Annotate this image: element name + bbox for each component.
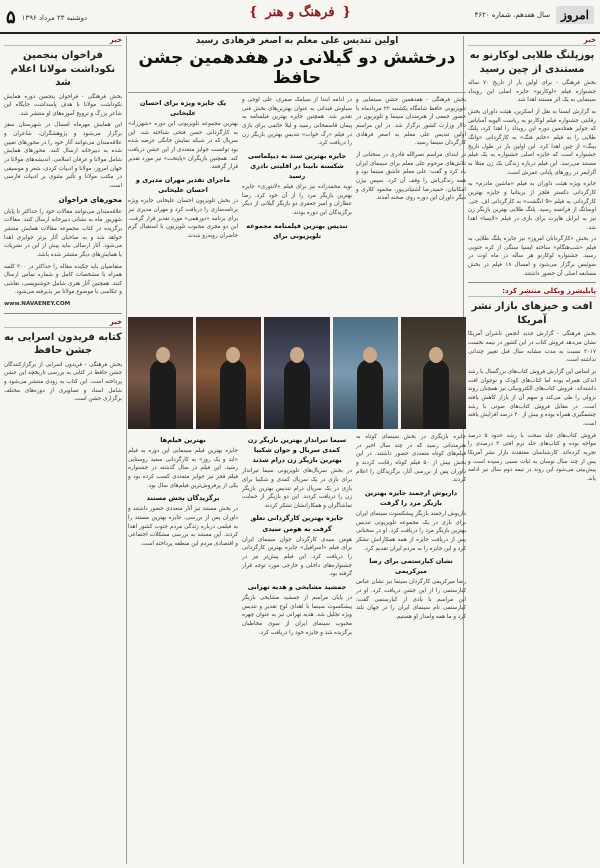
kicker: خبر [4,318,122,328]
photo [196,317,261,429]
main-lower-columns [128,433,466,864]
kicker: پابلیشرز ویکلی منتشر کرد: [468,287,596,297]
article-body: بخش فرهنگی - گزارش جدید انجمن ناشران آمریکا نشان می‌دهد فروش کتاب در این کشور در نیمه نخست ۲۰۱۷ نسبت به مدت مشابه سال قبل تغییر چندانی نداشته است. بر اساس این گزارش فروش کتاب‌های بزرگسال با رشد اندکی همراه بوده اما کتاب‌های کودک و نوجوان افت داشته‌اند. فروش کتاب‌های الکترونیکی نیز همچنان روند نزولی را طی می‌کند و سهم آن از بازار کاهش یافته است. در مقابل فروش کتاب‌های صوتی با رشد چشمگیری همراه بوده و بیش از ۲۰ درصد افزایش یافته است. فروش کتاب‌های جلد سخت با رشد حدود ۵ درصد مواجه بوده و کتاب‌های جلد نرم افتی ۲ درصدی را تجربه کرده‌اند. کارشناسان معتقدند بازار نشر آمریکا پس از چند سال نوسان به ثبات نسبی رسیده است و پیش‌بینی می‌شود این روند در نیمه دوم سال نیز ادامه یابد. [468,331,596,482]
article-body: بخش فرهنگی - فراخوان پنجمین دوره همایش نکوداشت مولانا با هدف پاسداشت جایگاه این شاعر بزرگ و ترویج آموزه‌های او منتشر شد. این همایش مهرماه امسال در شهرستان سقز برگزار می‌شود و پژوهشگران، شاعران و علاقه‌مندان می‌توانند آثار خود را در محورهای تعیین شده به دبیرخانه ارسال کنند. محورهای همایش شامل مولانا و عرفان اسلامی، اندیشه‌های مولانا در جهان امروز، مولانا و ادبیات کردی، شعر و موسیقی در مکتب مولانا و تأثیر مثنوی بر ادبیات فارسی است. محورهای فراخوان علاقه‌مندان می‌توانند مقالات خود را حداکثر تا پایان شهریور ماه به نشانی دبیرخانه ارسال کنند. مقالات برگزیده در کتاب مجموعه مقالات همایش منتشر خواهد شد و به صاحبان آثار برتر جوایزی اهدا می‌شود. آثار ارسالی نباید پیش از این در نشریات یا همایش‌های دیگر منتشر شده باشد. متقاضیان باید چکیده مقاله را حداکثر در ۳۰۰ کلمه همراه با مشخصات کامل و شماره تماس ارسال کنند. همچنین آثار هنری شامل خوشنویسی، نقاشی و عکاسی با موضوع مولانا نیز پذیرفته می‌شود. www.NAVAENEY.COM [4,93,122,308]
page-header [0,0,600,34]
main-col-3: یک جایزه ویژه برای احسان علیخانی بهترین مجموعه تلویزیونی این دوره «شهرزاد» به کارگردانی حسن فتحی شناخته شد. این سریال که در شبکه نمایش خانگی عرضه شده بود توانست جوایز متعددی از این جشن دریافت کند. همچنین بازیگران «پایتخت» نیز مورد تقدیر قرار گرفتند. ماجرای تقدیر مهران مدیری و احسان علیخانی در بخش تلویزیون احسان علیخانی جایزه ویژه برنامه‌سازی را دریافت کرد و مهران مدیری نیز برای برنامه «دورهمی» مورد تقدیر قرار گرفت. این دو مجری محبوب تلویزیون با استقبال گرم حاضران روبه‌رو شدند. [128,99,238,239]
photo [264,317,329,429]
article-title: کتابه فریدون اسرایی به جشن حافظ [4,331,122,357]
photo [128,317,193,429]
main-upper-columns [128,96,466,314]
photo [333,317,398,429]
photo-strip [128,317,466,429]
page-number: ۵ [6,7,16,28]
main-col-2: در ادامه ابتدا از سیامک صفری، علی اوجی و سیاوش قیدانی به عنوان بهترین‌های بخش فنی تقدیر شد. همچنین جایزه بهترین فیلمنامه به پیمان قاسمخانی رسید و لیلا حاتمی برای بازی در فیلم «رگ خواب» تندیس بهترین بازیگر زن را دریافت کرد. جایزه بهترین سند به دیپلماسی شکسته نابینا در اقلیتی نادری رسید نوید محمدزاده نیز برای فیلم «لانتوری» جایزه بهترین بازیگر مرد را از آن خود کرد. رضا عطاران و امیر جعفری دو بازیگر گیلانی از دیگر برگزیدگان این دوره بودند. تندیس بهترین فیلمنامه مجموعه تلویزیونی برای [242,97,352,240]
date: دوشنبه ۲۳ مرداد ۱۳۹۶ [21,13,88,22]
section-title: {فرهنگ و هنر} [249,5,351,20]
article-body: بخش فرهنگی - فریدون اسرایی از برگزارکنندگان جشن حافظ در کتابی به بررسی تاریخچه این جشن پرداخته است. این کتاب به زودی منتشر می‌شود و شامل اسناد و تصاویری از دوره‌های مختلف برگزاری جشن است. [4,361,122,403]
issue-info: سال هفدهم، شماره ۴۶۲۰ [474,11,551,19]
kicker: خبر [468,36,596,46]
kicker: خبر [4,36,122,46]
main-lower-col-1: جایزه بازیگری در بخش سینمای کوتاه به هنرمندانی رسید که در چند سال اخیر در فیلم‌های کوتاه متعددی حضور داشتند. در این بخش بیش از ۵۰ فیلم کوتاه رقابت کردند و داوران پس از بررسی آثار، برگزیدگان را اعلام کردند. داریوش ارجمند جایزه بهترین بازیگر مرد را گرفت داریوش ارجمند بازیگر پیشکسوت سینمای ایران برای بازی در یک مجموعه تلویزیونی تندیس بهترین بازیگر مرد را دریافت کرد. او در سخنانی پس از دریافت جایزه از همه همکارانش تشکر کرد و این جایزه را به مردم ایران تقدیم کرد. نشان کیارستمی برای رضا میرکریمی رضا میرکریمی کارگردان سینما نیز نشان عباس کیارستمی را از این جشن دریافت کرد. او در این مراسم با یادی از کیارستمی گفت: کیارستمی نام سینمای ایران را در جهان بلند کرد و ما همه وامدار او هستیم. [356,434,466,621]
article-title: افت و خیزهای بازار نشر آمریکا [471,301,593,326]
main-lower-col-3: بهترین فیلم‌ها جایزه بهترین فیلم سینمایی این دوره به فیلم «ابد و یک روز» به کارگردانی سعید روستایی رسید. این فیلم در سال گذشته در جشنواره فیلم فجر نیز جوایز متعددی کسب کرده بود و یکی از پرفروش‌ترین فیلم‌های سال بود. برگزیدگان بخش مستند در بخش مستند نیز آثار متعددی حضور داشتند و داوران پس از بررسی، جایزه بهترین مستند را به فیلمی درباره زندگی مردم جنوب کشور اهدا کردند. این مستند به بررسی مشکلات اجتماعی و اقتصادی مردم این منطقه پرداخته است. [128,436,238,548]
logo: امروز [556,6,594,24]
article-body: بخش فرهنگی - برای اولین بار از تاریخ ۷۰ ساله جشنواره فیلم «لوکارنو» جایزه اصلی این رویداد سینمایی به یک اثر مستند اهدا شد. به گزارش ایسنا به نقل از اسکرین، هیئت داوران بخش رقابتی جشنواره فیلم لوکارنو به ریاست الیویه آسایاس که جوایز هفتادمین دوره این رویداد را اهدا کرد، پلنگ طلایی را به فیلم «خانم فنگ» به کارگردانی «وانگ بینگ» از چین اهدا کرد. این اولین بار در طول تاریخ جشنواره است که جایزه اصلی جشنواره به یک فیلم مستند می‌رسد. این فیلم درباره زندگی یک زن مبتلا به آلزایمر در روزهای پایانی عمرش است. جایزه ویژه هیئت داوران به فیلم «ماشین مادرم» به کارگردانی دکستر فلچر از بریتانیا و جایزه بهترین کارگردانی به فیلم «9 انگشت» به کارگردانی اف. جی. اوسانگ از فرانسه رسید. پلنگ طلایی بهترین بازیگر زن نیز به ایزابل هاپرت برای بازی در فیلم «لایسا» اهدا شد. در بخش «کارگردانان امروز» نیز جایزه پلنگ طلایی به فیلم «شب‌هنگام» ساخته ایسیا سنگی از کره جنوبی رسید. جشنواره لوکارنو هر ساله در ماه اوت در سوئیس برگزار می‌شود و امسال ۱۸ فیلم در بخش مسابقه اصلی آن حضور داشتند. [468,80,596,277]
website-link[interactable]: www.NAVAENEY.COM [4,301,71,308]
main-article [128,36,466,864]
main-col-1: بخش فرهنگی - هفدهمین جشن سینمایی و تلویزیونی حافظ شامگاه یکشنبه ۲۲ مردادماه با حضور جمعی از هنرمندان سینما و تلویزیون در تالار وزارت کشور برگزار شد. در این مراسم اولین تندیس علی معلم به اصغر فرهادی کارگردان سینما رسید. در ابتدای مراسم نصرالله قادری در سخنانی از تلاش‌های مرحوم علی معلم برای سینمای ایران یاد کرد و گفت: علی معلم عاشق سینما بود و همه زندگی‌اش را وقف آن کرد. سپس بیژن امکانیان، حمیدرضا آشتیانی‌پور، محمود کلاری و دیگر داوران این دوره روی صحنه آمدند. [356,97,466,202]
main-lower-col-2: سیما تیرانداز بهترین بازیگر زن کمدی سریال و جوان شکیبا بهترین بازیگر زن درام شدند در بخش سریال‌های تلویزیونی سیما تیرانداز برای بازی در یک سریال کمدی و شکیبا برای بازی در یک سریال درام تندیس بهترین بازیگر زن را دریافت کردند. این دو بازیگر از حمایت تماشاگران و همکارانشان تشکر کردند. جایزه بهترین کارگردانی تعلق گرفت به هومن سیدی هومن سیدی کارگردان جوان سینمای ایران برای فیلم «اسرافیل» جایزه بهترین کارگردانی را دریافت کرد. این فیلم پیش‌تر نیز در جشنواره‌های داخلی و خارجی مورد توجه قرار گرفته بود. جمشید مشایخی و هدیه تهرانی در پایان مراسم از جمشید مشایخی بازیگر پیشکسوت سینما با اهدای لوح تقدیر و تندیس ویژه تجلیل شد. هدیه تهرانی نیز به عنوان چهره محبوب سینمای ایران از سوی مخاطبان برگزیده شد و جایزه خود را دریافت کرد. [242,436,352,636]
photo [401,317,466,429]
main-headline: درخشش دو گیلانی در هفدهمین جشن حافظ [138,48,456,88]
page-info [6,7,87,28]
article-title: پوزپلنگ طلایی لوکارنو به مستندی از چین رسید [469,50,595,75]
article-title: فراخوان پنجمین نکوداشت مولانا اعلام شد [10,50,116,88]
right-column [463,36,596,864]
left-column [4,36,127,864]
main-subtitle: اولین تندیس علی معلم به اصغر فرهادی رسید [195,36,399,46]
